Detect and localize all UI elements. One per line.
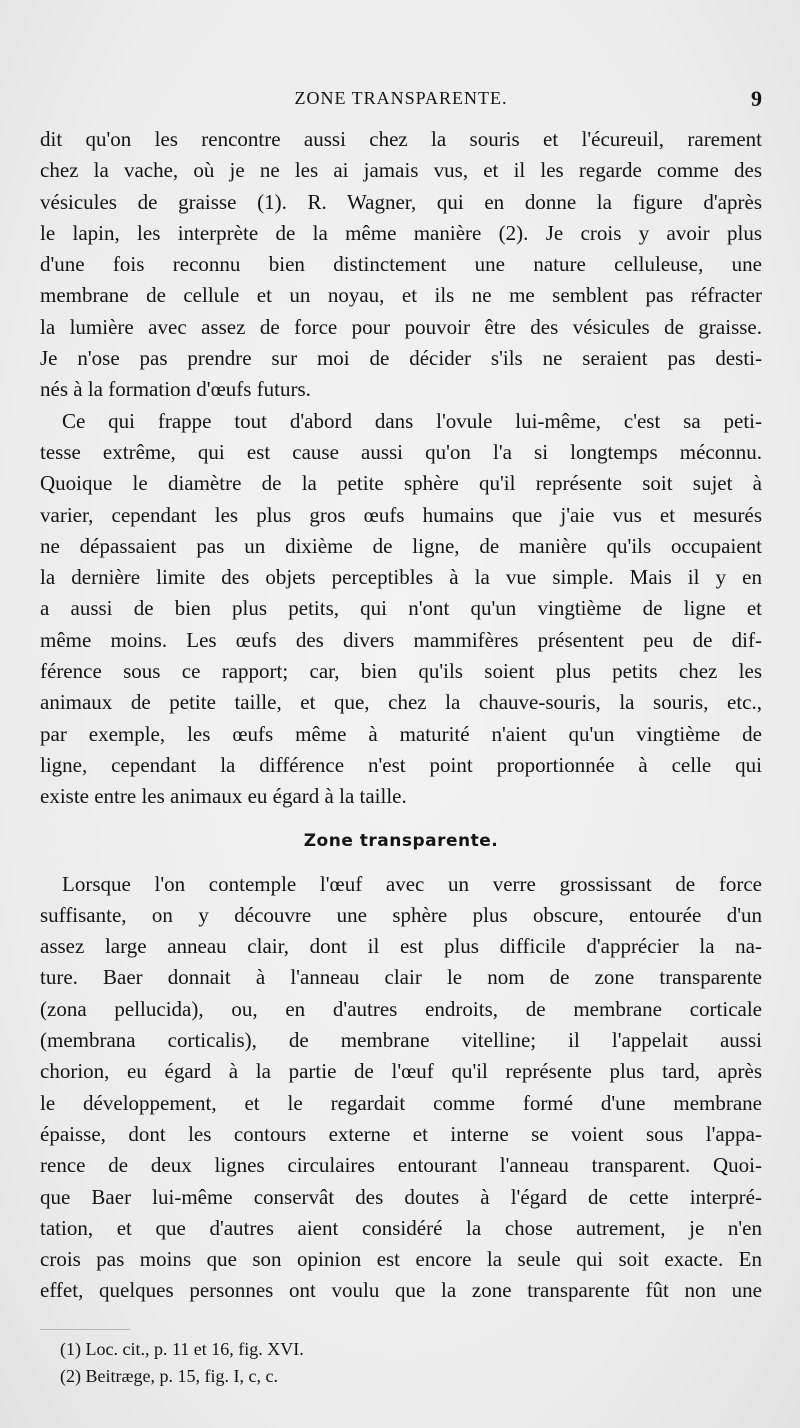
text-line: membrane de cellule et un noyau, et ils ne me semblent pas réfracter [40, 283, 762, 308]
text-line: assez large anneau clair, dont il est plus difficile d'apprécier la na- [40, 934, 762, 959]
body-text [40, 124, 762, 1307]
text-line: (membrana corticalis), de membrane vitelline; il l'appelait aussi [40, 1028, 762, 1053]
page-number: 9 [751, 86, 762, 111]
text-line: que Baer lui-même conservât des doutes à l'égard de cette interpré- [40, 1184, 762, 1209]
text-line: chorion, eu égard à la partie de l'œuf qu'il représente plus tard, après [40, 1059, 762, 1084]
text-line: Quoique le diamètre de la petite sphère qu'il représente soit sujet à [40, 471, 762, 496]
text-line: par exemple, les œufs même à maturité n'aient qu'un vingtième de [40, 721, 762, 746]
text-line: épaisse, dont les contours externe et interne se voient sous l'appa- [40, 1121, 762, 1146]
text-line: animaux de petite taille, et que, chez la chauve-souris, la souris, etc., [40, 690, 762, 715]
text-line: existe entre les animaux eu égard à la taille. [40, 784, 407, 809]
running-head [40, 86, 762, 116]
footnote: (1) Loc. cit., p. 11 et 16, fig. XVI. [60, 1339, 304, 1359]
text-line: la lumière avec assez de force pour pouvoir être des vésicules de graisse. [40, 314, 762, 339]
text-line: a aussi de bien plus petits, qui n'ont qu'un vingtième de ligne et [40, 596, 762, 621]
section-heading: Zone transparente. [303, 830, 499, 851]
text-line: nés à la formation d'œufs futurs. [40, 377, 311, 402]
text-line: férence sous ce rapport; car, bien qu'ils soient plus petits chez les [40, 659, 762, 684]
text-line: crois pas moins que son opinion est encore la seule qui soit exacte. En [40, 1247, 762, 1272]
footnotes [60, 1336, 760, 1390]
running-title: ZONE TRANSPARENTE. [294, 88, 508, 108]
text-line: Lorsque l'on contemple l'œuf avec un verre grossissant de force [62, 871, 762, 896]
footnote-rule [40, 1329, 130, 1330]
text-line: effet, quelques personnes ont voulu que la zone transparente fût non une [40, 1278, 762, 1303]
text-line: chez la vache, où je ne les ai jamais vus, et il les regarde comme des [40, 158, 762, 183]
text-line: le développement, et le regardait comme formé d'une membrane [40, 1090, 762, 1115]
text-line: le lapin, les interprète de la même manière (2). Je crois y avoir plus [40, 220, 762, 245]
text-line: (zona pellucida), ou, en d'autres endroits, de membrane corticale [40, 996, 762, 1021]
text-line: tesse extrême, qui est cause aussi qu'on l'a si longtemps méconnu. [40, 439, 762, 464]
footnote: (2) Beitræge, p. 15, fig. I, c, c. [60, 1366, 278, 1386]
text-line: varier, cependant les plus gros œufs humains que j'aie vus et mesurés [40, 502, 762, 527]
text-line: ture. Baer donnait à l'anneau clair le nom de zone transparente [40, 965, 762, 990]
text-line: dit qu'on les rencontre aussi chez la souris et l'écureuil, rarement [40, 127, 762, 151]
text-line: ligne, cependant la différence n'est point proportionnée à celle qui [40, 752, 762, 777]
text-line: Ce qui frappe tout d'abord dans l'ovule lui-même, c'est sa peti- [62, 408, 762, 433]
text-line: même moins. Les œufs des divers mammifères présentent peu de dif- [40, 627, 762, 652]
text-line: ne dépassaient pas un dixième de ligne, de manière qu'ils occupaient [40, 533, 762, 558]
text-line: tation, et que d'autres aient considéré la chose autrement, je n'en [40, 1215, 762, 1240]
text-line: d'une fois reconnu bien distinctement une nature celluleuse, une [40, 252, 762, 277]
text-line: Je n'ose pas prendre sur moi de décider s'ils ne seraient pas desti- [40, 346, 762, 371]
text-line: la dernière limite des objets perceptibles à la vue simple. Mais il y en [40, 565, 762, 590]
text-line: rence de deux lignes circulaires entourant l'anneau transparent. Quoi- [40, 1153, 762, 1178]
text-line: vésicules de graisse (1). R. Wagner, qui en donne la figure d'après [40, 189, 762, 214]
text-line: suffisante, on y découvre une sphère plus obscure, entourée d'un [40, 902, 762, 927]
